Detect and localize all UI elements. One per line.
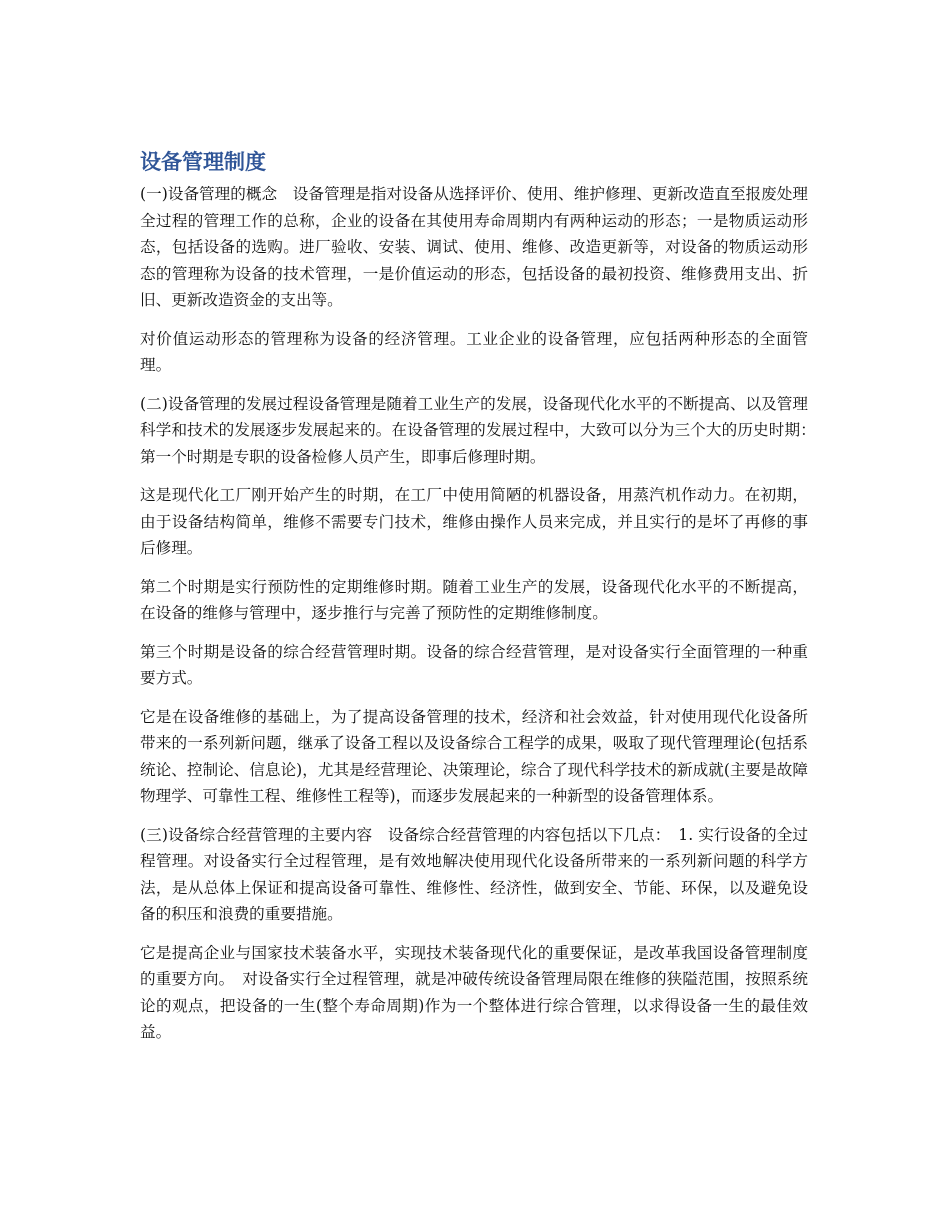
document-page xyxy=(140,146,824,1058)
paragraph-concept: (一)设备管理的概念 设备管理是指对设备从选择评价、使用、维护修理、更新改造直至报废处理全过程的管理工作的总称，企业的设备在其使用寿命周期内有两种运动的形态；一是物质运动形态，包括设备的选购。进厂验收、安装、调试、使用、维修、改造更新等，对设备的物质运动形态的管理称为设备的技术管理，一是价值运动的形态，包括设备的最初投资、维修费用支出、折旧、更新改造资金的支出等。 xyxy=(140,185,808,309)
paragraph-full-process: 它是提高企业与国家技术装备水平，实现技术装备现代化的重要保证，是改革我国设备管理制度的重要方向。 对设备实行全过程管理，就是冲破传统设备管理局限在维修的狭隘范围，按照系统论的观点，把设备的一生(整个寿命周期)作为一个整体进行综合管理，以求得设备一生的最佳效益。 xyxy=(140,943,808,1041)
paragraph-development-process: (二)设备管理的发展过程设备管理是随着工业生产的发展，设备现代化水平的不断提高、以及管理科学和技术的发展逐步发展起来的。在设备管理的发展过程中，大致可以分为三个大的历史时期： 第一个时期是专职的设备检修人员产生，即事后修理时期。 xyxy=(140,394,824,466)
paragraph-second-period: 第二个时期是实行预防性的定期维修时期。随着工业生产的发展，设备现代化水平的不断提高，在设备的维修与管理中，逐步推行与完善了预防性的定期维修制度。 xyxy=(140,577,808,622)
paragraph-integrated-management: 它是在设备维修的基础上，为了提高设备管理的技术，经济和社会效益，针对使用现代化设备所带来的一系列新问题，继承了设备工程以及设备综合工程学的成果，吸取了现代管理理论(包括系统论、控制论、信息论)，尤其是经营理论、决策理论，综合了现代科学技术的新成就(主要是故障物理学、可靠性工程、维修性工程等)，而逐步发展起来的一种新型的设备管理体系。 xyxy=(140,707,808,805)
paragraph-main-content: (三)设备综合经营管理的主要内容 设备综合经营管理的内容包括以下几点： 1. 实行设备的全过程管理。对设备实行全过程管理，是有效地解决使用现代化设备所带来的一系列新问题的科学方法，是从总体上保证和提高设备可靠性、维修性、经济性，做到安全、节能、环保，以及避免设备的积压和浪费的重要措施。 xyxy=(140,825,808,923)
document-title: 设备管理制度 xyxy=(140,150,266,174)
paragraph-economic-management: 对价值运动形态的管理称为设备的经济管理。工业企业的设备管理，应包括两种形态的全面管理。 xyxy=(140,329,808,374)
paragraph-first-period: 这是现代化工厂刚开始产生的时期，在工厂中使用简陋的机器设备，用蒸汽机作动力。在初期，由于设备结构简单，维修不需要专门技术，维修由操作人员来完成，并且实行的是坏了再修的事后修理。 xyxy=(140,486,808,557)
paragraph-third-period: 第三个时期是设备的综合经营管理时期。设备的综合经营管理，是对设备实行全面管理的一种重要方式。 xyxy=(140,642,808,687)
